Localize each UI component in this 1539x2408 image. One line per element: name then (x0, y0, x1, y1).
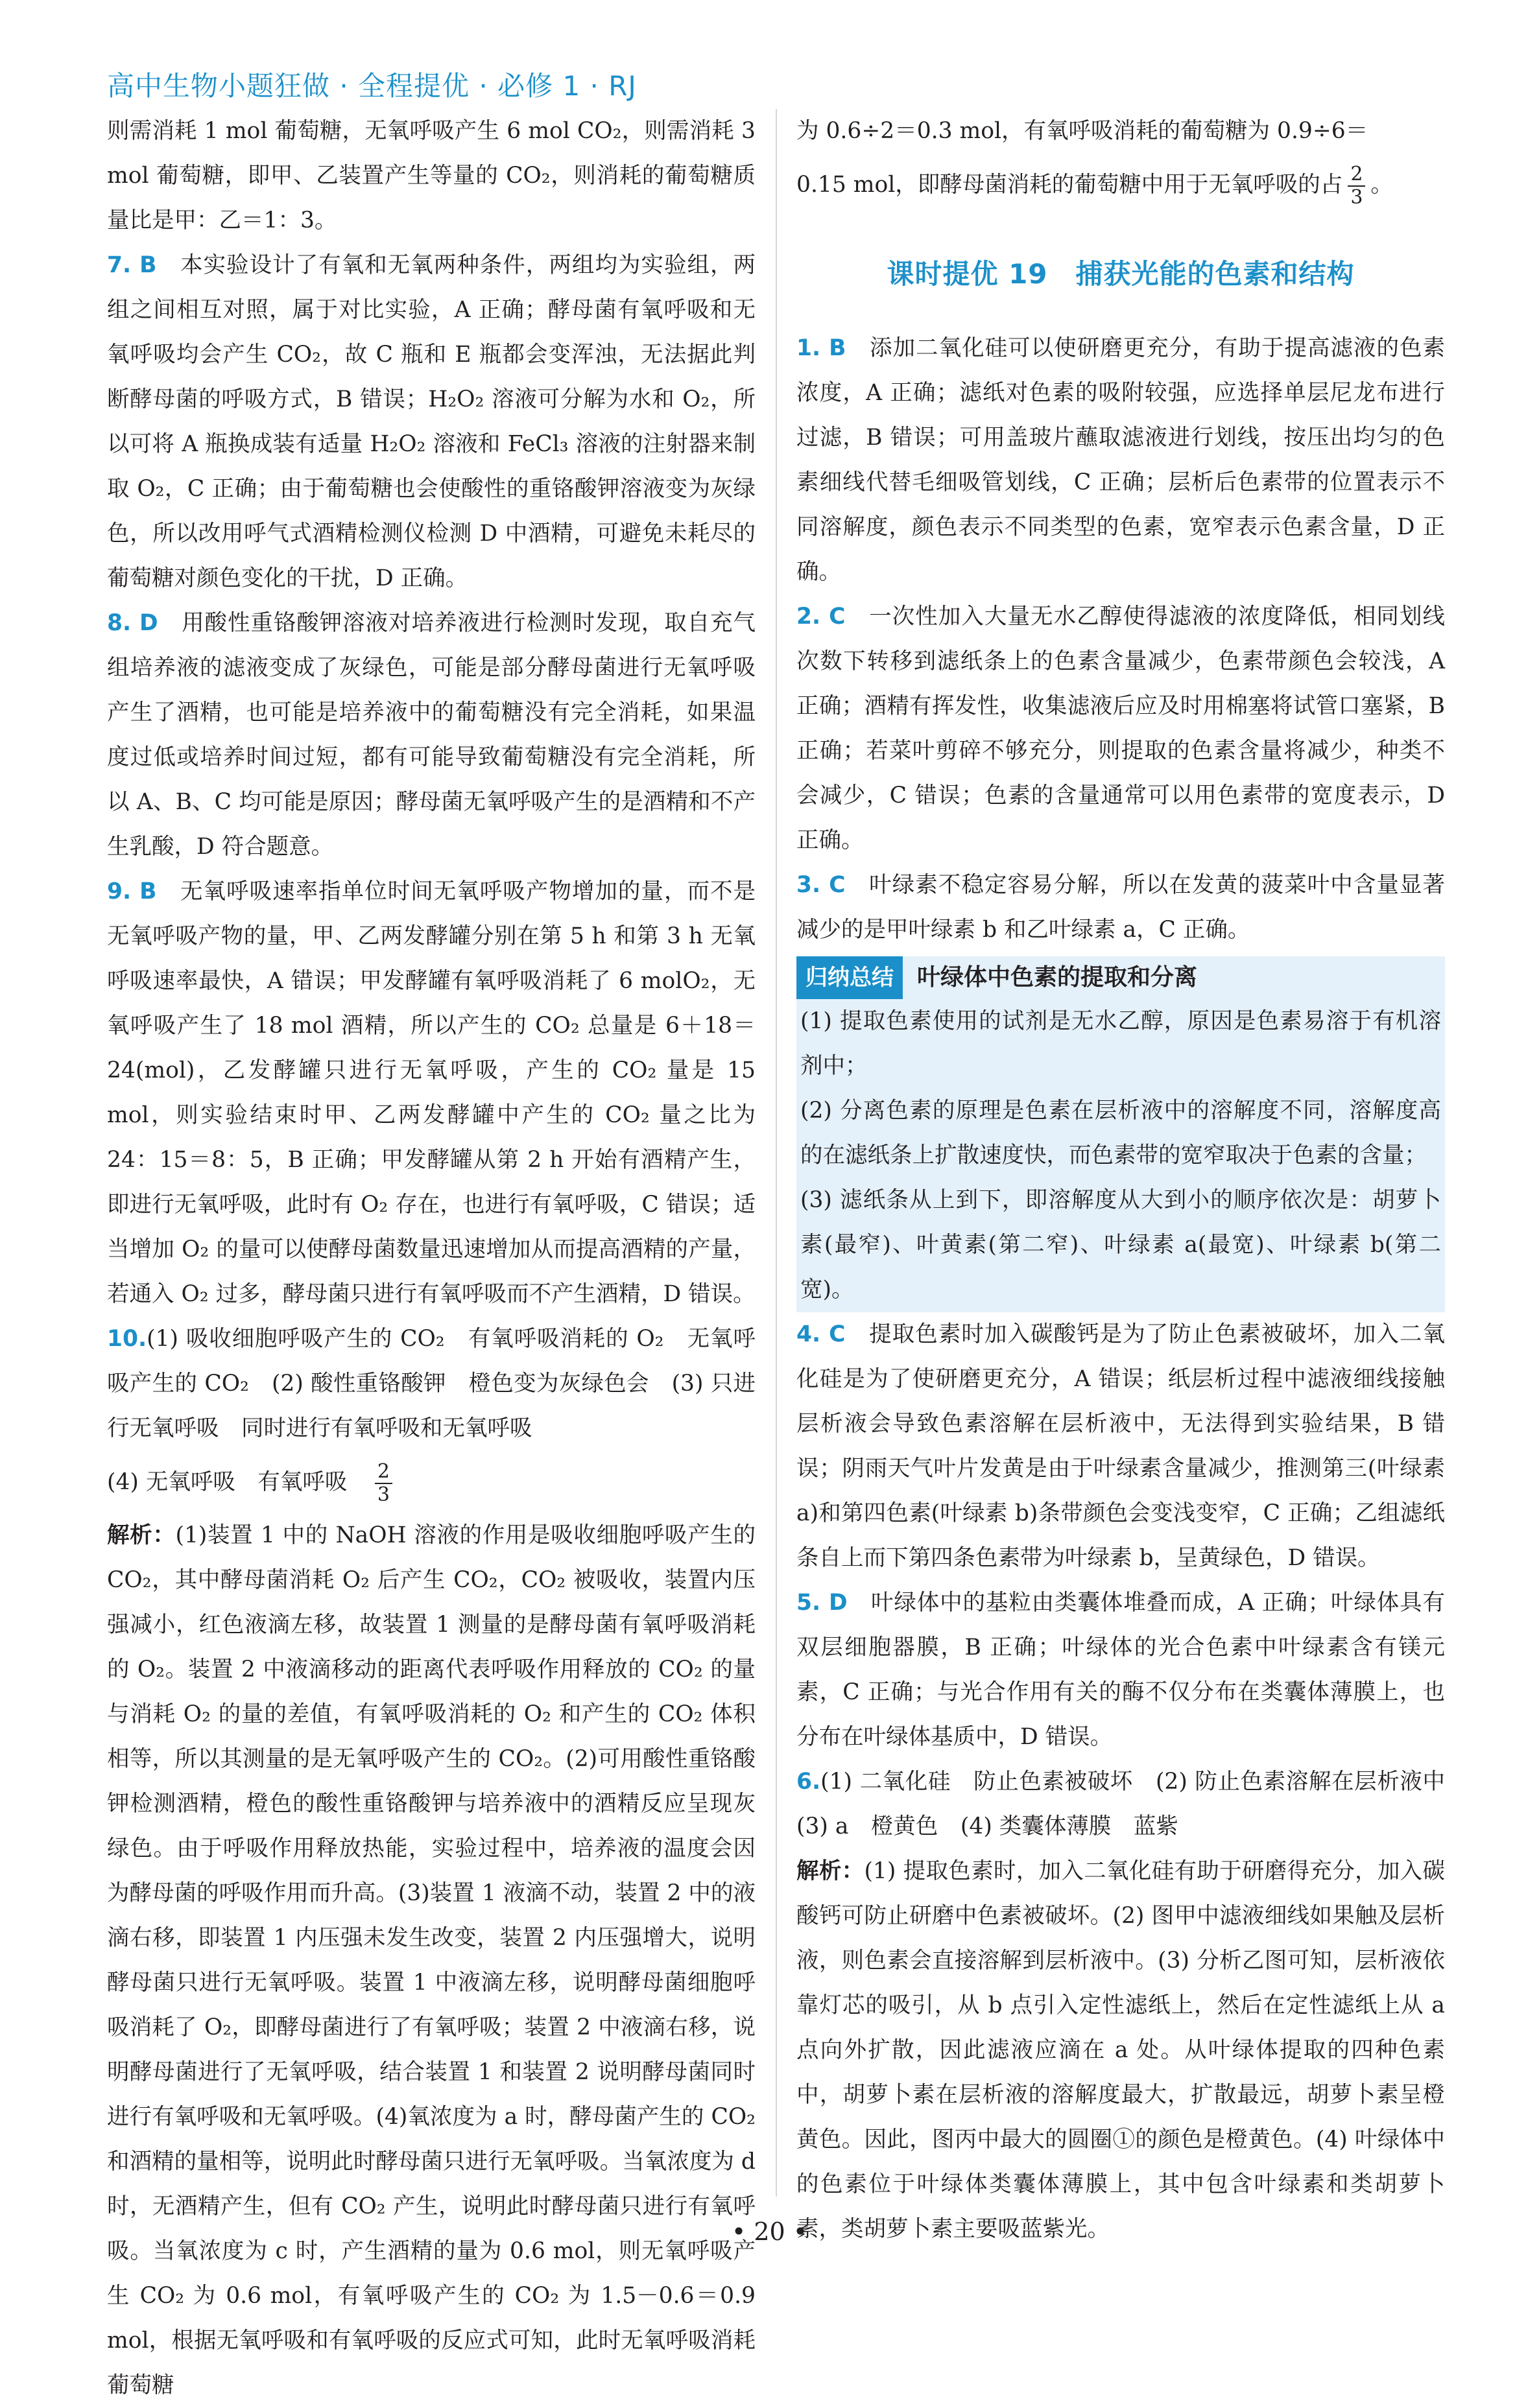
answer-7-number: 7. B (107, 252, 157, 278)
intro-paragraph: 则需消耗 1 mol 葡萄糖，无氧呼吸产生 6 mol CO₂，则需消耗 3 mol 葡萄糖，即甲、乙装置产生等量的 CO₂，则消耗的葡萄糖质量比是甲：乙＝1：3。 (107, 118, 756, 233)
answer-10-line4-text: (4) 无氧呼吸 有氧呼吸 (107, 1469, 348, 1495)
answer-2-number: 2. C (796, 604, 846, 630)
answer-9-text: 无氧呼吸速率指单位时间无氧呼吸产物增加的量，而不是无氧呼吸产物的量，甲、乙两发酵罐分别在第 5 h 和第 3 h 无氧呼吸速率最快，A 错误；甲发酵罐有氧呼吸消耗了 6 molO₂，无氧呼吸产生了 18 mol 酒精，所以产生的 CO₂ 总量是 6＋18＝24(mol)，乙发酵罐只进行无氧呼吸，产生的 CO₂ 量是 15 mol，则实验结束时甲、乙两发酵罐中产生的 CO₂ 量之比为 24：15＝8：5，B 正确；甲发酵罐从第 2 h 开始有酒精产生，即进行无氧呼吸，此时有 O₂ 存在，也进行有氧呼吸，C 错误；适当增加 O₂ 的量可以使酵母菌数量迅速增加从而提高酒精的产量，若通入 O₂ 过多，酵母菌只进行有氧呼吸而不产生酒精，D 错误。 (107, 879, 756, 1307)
answer-1-text: 添加二氧化硅可以使研磨更充分，有助于提高滤液的色素浓度，A 正确；滤纸对色素的吸附较强，应选择单层尼龙布进行过滤，B 错误；可用盖玻片蘸取滤液进行划线，按压出均匀的色素细线代替毛细吸管划线，C 正确；层析后色素带的位置表示不同溶解度，颜色表示不同类型的色素，宽窄表示色素含量，D 正确。 (796, 335, 1446, 585)
answer-8 (107, 601, 756, 869)
page-number: • 20 • (731, 2217, 808, 2246)
continuation-line2-text: 0.15 mol，即酵母菌消耗的葡萄糖中用于无氧呼吸的占 (796, 172, 1343, 198)
answer-1-number: 1. B (796, 335, 846, 361)
answer-8-number: 8. D (107, 610, 158, 636)
continuation-end: 。 (1370, 172, 1393, 198)
answer-9 (107, 869, 756, 1317)
analysis-10-text: (1)装置 1 中的 NaOH 溶液的作用是吸收细胞呼吸产生的 CO₂，其中酵母菌消耗 O₂ 后产生 CO₂，CO₂ 被吸收，装置内压强减小，红色液滴左移，故装置 1 测量的是酵母菌有氧呼吸消耗的 O₂。装置 2 中液滴移动的距离代表呼吸作用释放的 CO₂ 的量与消耗 O₂ 的量的差值，有氧呼吸消耗的 O₂ 和产生的 CO₂ 体积相等，所以其测量的是无氧呼吸产生的 CO₂。(2)可用酸性重铬酸钾检测酒精，橙色的酸性重铬酸钾与培养液中的酒精反应呈现灰绿色。由于呼吸作用释放热能，实验过程中，培养液的温度会因为酵母菌的呼吸作用而升高。(3)装置 1 液滴不动，装置 2 中的液滴右移，即装置 1 内压强未发生改变，装置 2 内压强增大，说明酵母菌只进行无氧呼吸。装置 1 中液滴左移，说明酵母菌细胞呼吸消耗了 O₂，即酵母菌进行了有氧呼吸；装置 2 中液滴右移，说明酵母菌进行了无氧呼吸，结合装置 1 和装置 2 说明酵母菌同时进行有氧呼吸和无氧呼吸。(4)氧浓度为 a 时，酵母菌产生的 CO₂ 和酒精的量相等，说明此时酵母菌只进行无氧呼吸。当氧浓度为 d 时，无酒精产生，但有 CO₂ 产生，说明此时酵母菌只进行有氧呼吸。当氧浓度为 c 时，产生酒精的量为 0.6 mol，则无氧呼吸产生 CO₂ 为 0.6 mol，有氧呼吸产生的 CO₂ 为 1.5－0.6＝0.9 mol，根据无氧呼吸和有氧呼吸的反应式可知，此时无氧呼吸消耗葡萄糖 (107, 1522, 756, 2398)
answer-2-text: 一次性加入大量无水乙醇使得滤液的浓度降低，相同划线次数下转移到滤纸条上的色素含量减少，色素带颜色会较浅，A 正确；酒精有挥发性，收集滤液后应及时用棉塞将试管口塞紧，B 正确；若菜叶剪碎不够充分，则提取的色素含量将减少，种类不会减少，C 错误；色素的含量通常可以用色素带的宽度表示，D 正确。 (796, 604, 1445, 853)
summary-title: 叶绿体中色素的提取和分离 (917, 964, 1198, 991)
analysis-label: 解析： (107, 1522, 176, 1548)
answer-3 (796, 863, 1445, 952)
continuation-line1: 为 0.6÷2＝0.3 mol，有氧呼吸消耗的葡萄糖为 0.9÷6＝ (796, 118, 1368, 144)
answer-5 (796, 1581, 1445, 1760)
answer-2 (796, 595, 1445, 863)
answer-7-text: 本实验设计了有氧和无氧两种条件，两组均为实验组，两组之间相互对照，属于对比实验，A 正确；酵母菌有氧呼吸和无氧呼吸均会产生 CO₂，故 C 瓶和 E 瓶都会变浑浊，无法据此判断酵母菌的呼吸方式，B 错误；H₂O₂ 溶液可分解为水和 O₂，所以可将 A 瓶换成装有适量 H₂O₂ 溶液和 FeCl₃ 溶液的注射器来制取 O₂，C 正确；由于葡萄糖也会使酸性的重铬酸钾溶液变为灰绿色，所以改用呼气式酒精检测仪检测 D 中酒精，可避免未耗尽的葡萄糖对颜色变化的干扰，D 正确。 (107, 252, 756, 591)
answer-6-number: 6. (796, 1769, 821, 1795)
fraction (1348, 163, 1365, 209)
answer-5-text: 叶绿体中的基粒由类囊体堆叠而成，A 正确；叶绿体具有双层细胞器膜，B 正确；叶绿体的光合色素中叶绿素含有镁元素，C 正确；与光合作用有关的酶不仅分布在类囊体薄膜上，也分布在叶绿体基质中，D 错误。 (796, 1590, 1446, 1750)
answer-10 (107, 1317, 756, 1451)
answer-7 (107, 243, 756, 601)
continuation-line2 (796, 154, 1445, 216)
left-column (107, 109, 756, 2408)
analysis-6-text: (1) 提取色素时，加入二氧化硅有助于研磨得充分，加入碳酸钙可防止研磨中色素被破坏。(2) 图甲中滤液细线如果触及层析液，则色素会直接溶解到层析液中。(3) 分析乙图可知，层析液依靠灯芯的吸引，从 b 点引入定性滤纸上，然后在定性滤纸上从 a 点向外扩散，因此滤液应滴在 a 处。从叶绿体提取的四种色素中，胡萝卜素在层析液的溶解度最大，扩散最远，胡萝卜素呈橙黄色。因此，图丙中最大的圆圈①的颜色是橙黄色。(4) 叶绿体中的色素位于叶绿体类囊体薄膜上，其中包含叶绿素和类胡萝卜素，类胡萝卜素主要吸蓝紫光。 (796, 1858, 1445, 2242)
right-column (796, 109, 1468, 2252)
answer-3-text: 叶绿素不稳定容易分解，所以在发黄的菠菜叶中含量显著减少的是甲叶绿素 b 和乙叶绿素 a，C 正确。 (796, 872, 1445, 943)
answer-6-text: (1) 二氧化硅 防止色素被破坏 (2) 防止色素溶解在层析液中 (3) a 橙黄色 (4) 类囊体薄膜 蓝紫 (796, 1769, 1468, 1839)
analysis-6 (796, 1849, 1445, 2252)
answer-6 (796, 1760, 1468, 1849)
analysis-label: 解析： (796, 1858, 865, 1884)
fraction (375, 1461, 392, 1506)
answer-4-number: 4. C (796, 1321, 846, 1347)
answer-10-line4 (107, 1451, 756, 1513)
column-divider (776, 109, 777, 2197)
answer-5-number: 5. D (796, 1590, 848, 1616)
fraction-denominator: 3 (1350, 185, 1363, 209)
fraction-numerator: 2 (375, 1461, 392, 1484)
summary-item: (1) 提取色素使用的试剂是无水乙醇，原因是色素易溶于有机溶剂中； (800, 1008, 1441, 1079)
answer-3-number: 3. C (796, 872, 846, 898)
fraction-numerator: 2 (1348, 163, 1365, 187)
summary-item: (2) 分离色素的原理是色素在层析液中的溶解度不同，溶解度高的在滤纸条上扩散速度快，而色素带的宽窄取决于色素的含量； (800, 1098, 1441, 1168)
summary-header (796, 956, 1445, 999)
answer-4-text: 提取色素时加入碳酸钙是为了防止色素被破坏，加入二氧化硅是为了使研磨更充分，A 错误；纸层析过程中滤液细线接触层析液会导致色素溶解在层析液中，无法得到实验结果，B 错误；阴雨天气叶片发黄是由于叶绿素含量减少，推测第三(叶绿素 a)和第四色素(叶绿素 b)条带颜色会变浅变窄，C 正确；乙组滤纸条自上而下第四条色素带为叶绿素 b，呈黄绿色，D 错误。 (796, 1321, 1445, 1571)
section-title: 课时提优 19 捕获光能的色素和结构 (887, 258, 1355, 290)
fraction-denominator: 3 (377, 1483, 390, 1506)
answer-10-text: (1) 吸收细胞呼吸产生的 CO₂ 有氧呼吸消耗的 O₂ 无氧呼吸产生的 CO₂ (2) 酸性重铬酸钾 橙色变为灰绿色会 (3) 只进行无氧呼吸 同时进行有氧呼吸和无氧呼吸 (107, 1326, 756, 1441)
answer-8-text: 用酸性重铬酸钾溶液对培养液进行检测时发现，取自充气组培养液的滤液变成了灰绿色，可能是部分酵母菌进行无氧呼吸产生了酒精，也可能是培养液中的葡萄糖没有完全消耗，如果温度过低或培养时间过短，都有可能导致葡萄糖没有完全消耗，所以 A、B、C 均可能是原因；酵母菌无氧呼吸产生的是酒精和不产生乳酸，D 符合题意。 (107, 610, 756, 860)
summary-tag: 归纳总结 (796, 956, 903, 999)
analysis-10 (107, 1513, 756, 2408)
answer-4 (796, 1312, 1445, 1581)
answer-1 (796, 326, 1445, 595)
answer-10-number: 10. (107, 1326, 147, 1352)
summary-item: (3) 滤纸条从上到下，即溶解度从大到小的顺序依次是：胡萝卜素(最窄)、叶黄素(第二窄)、叶绿素 a(最宽)、叶绿素 b(第二宽)。 (800, 1187, 1441, 1303)
page-header: 高中生物小题狂做 · 全程提优 · 必修 1 · RJ (107, 70, 637, 102)
answer-9-number: 9. B (107, 879, 157, 904)
summary-box (796, 956, 1445, 1312)
